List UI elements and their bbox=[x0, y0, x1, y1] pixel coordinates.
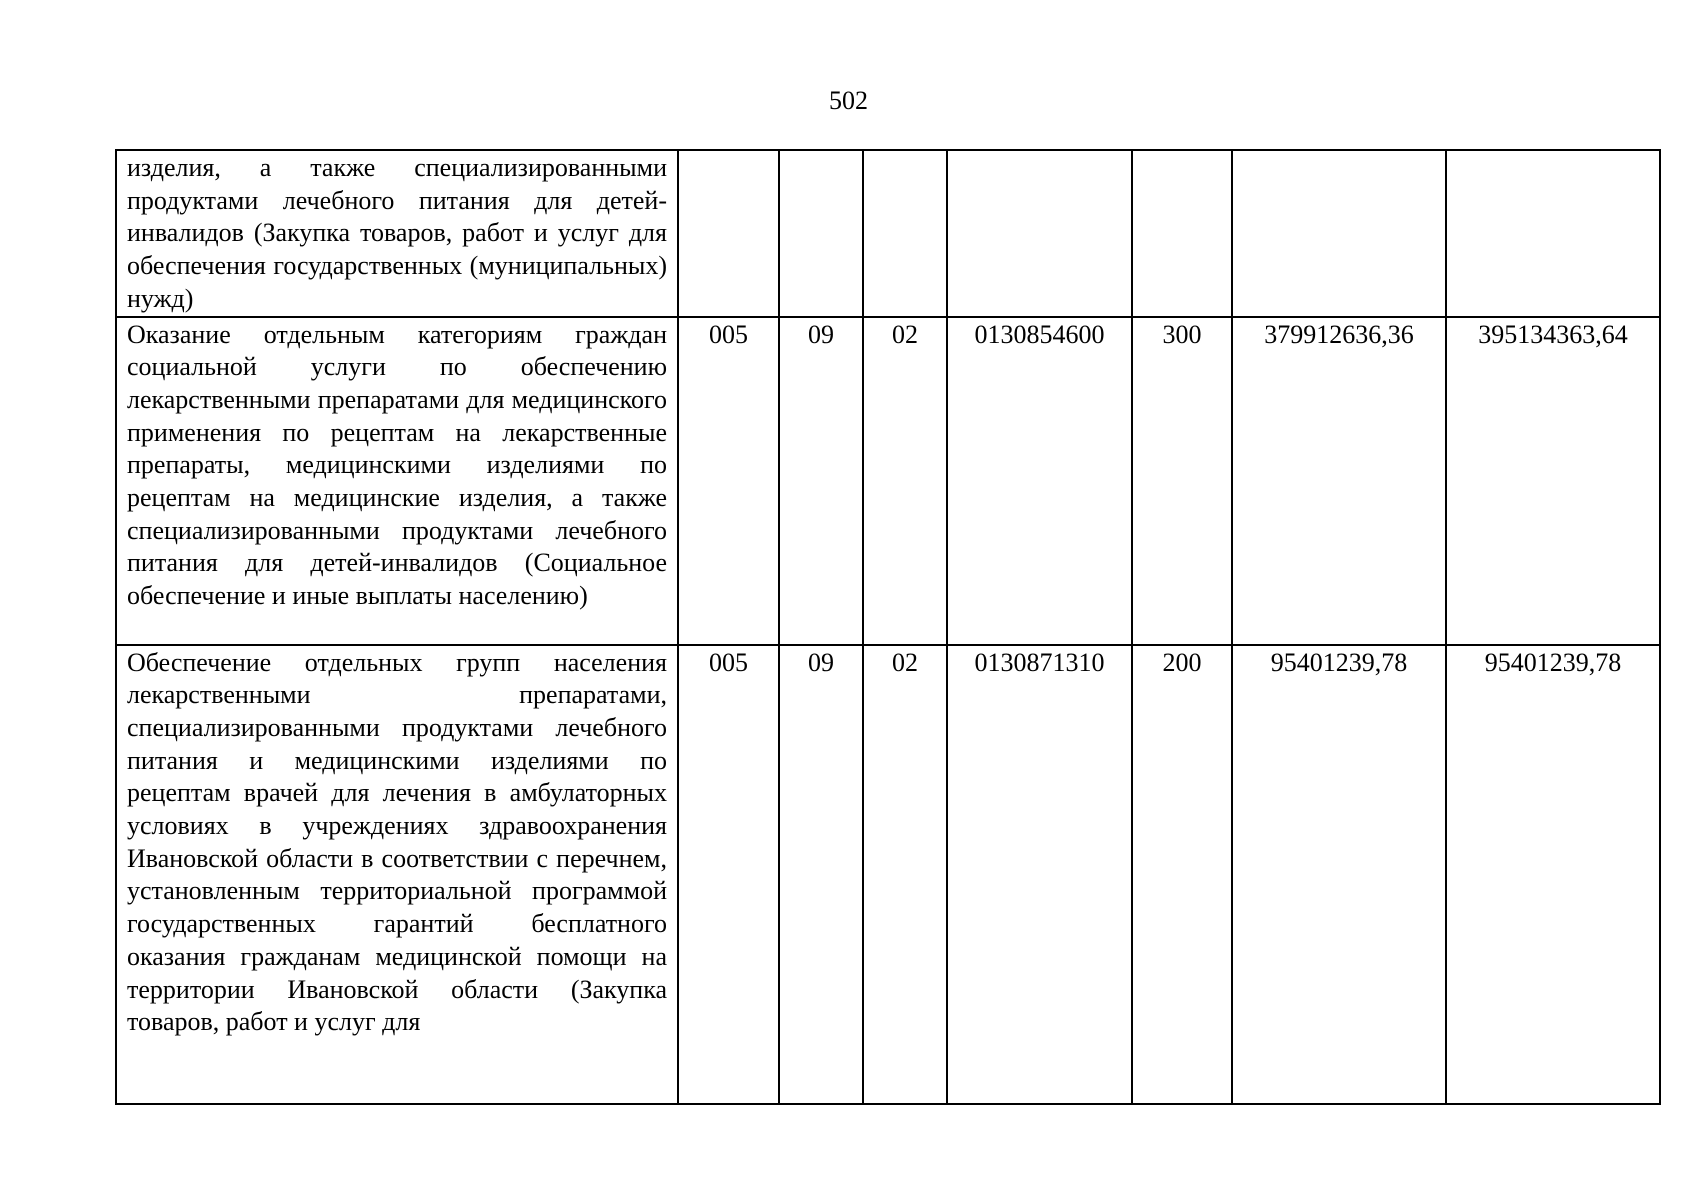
table-row bbox=[116, 645, 1660, 1104]
row-subsection-code bbox=[863, 150, 947, 317]
row-ministry-code: 005 bbox=[678, 317, 779, 645]
row-subsection-code: 02 bbox=[863, 317, 947, 645]
row-section-code: 09 bbox=[779, 645, 863, 1104]
row-expense-type bbox=[1132, 150, 1232, 317]
row-amount-1: 95401239,78 bbox=[1232, 645, 1446, 1104]
row-description: Оказание отдельным категориям граждан социальной услуги по обеспечению лекарственными препаратами для медицинского применения по рецептам на лекарственные препараты, медицинскими изделиями по рецептам на медицинские изделия, а также специализированными продуктами лечебного питания для детей-инвалидов (Социальное обеспечение и иные выплаты населению) bbox=[116, 317, 678, 645]
row-expense-type: 200 bbox=[1132, 645, 1232, 1104]
row-target-article: 0130871310 bbox=[947, 645, 1132, 1104]
budget-table bbox=[115, 149, 1661, 1105]
row-amount-1: 379912636,36 bbox=[1232, 317, 1446, 645]
row-subsection-code: 02 bbox=[863, 645, 947, 1104]
row-description: изделия, а также специализированными продуктами лечебного питания для детей-инвалидов (Закупка товаров, работ и услуг для обеспечения государственных (муниципальных) нужд) bbox=[116, 150, 678, 317]
row-section-code: 09 bbox=[779, 317, 863, 645]
page-number: 502 bbox=[829, 86, 868, 115]
row-ministry-code bbox=[678, 150, 779, 317]
table-row bbox=[116, 150, 1660, 317]
row-ministry-code: 005 bbox=[678, 645, 779, 1104]
table-row bbox=[116, 317, 1660, 645]
row-expense-type: 300 bbox=[1132, 317, 1232, 645]
row-amount-2: 395134363,64 bbox=[1446, 317, 1660, 645]
row-description: Обеспечение отдельных групп населения лекарственными препаратами, специализированными продуктами лечебного питания и медицинскими изделиями по рецептам врачей для лечения в амбулаторных условиях в учреждениях здравоохранения Ивановской области в соответствии с перечнем, установленным территориальной программой государственных гарантий бесплатного оказания гражданам медицинской помощи на территории Ивановской области (Закупка товаров, работ и услуг для bbox=[116, 645, 678, 1104]
row-target-article: 0130854600 bbox=[947, 317, 1132, 645]
row-section-code bbox=[779, 150, 863, 317]
row-amount-2 bbox=[1446, 150, 1660, 317]
row-target-article bbox=[947, 150, 1132, 317]
row-amount-2: 95401239,78 bbox=[1446, 645, 1660, 1104]
row-amount-1 bbox=[1232, 150, 1446, 317]
